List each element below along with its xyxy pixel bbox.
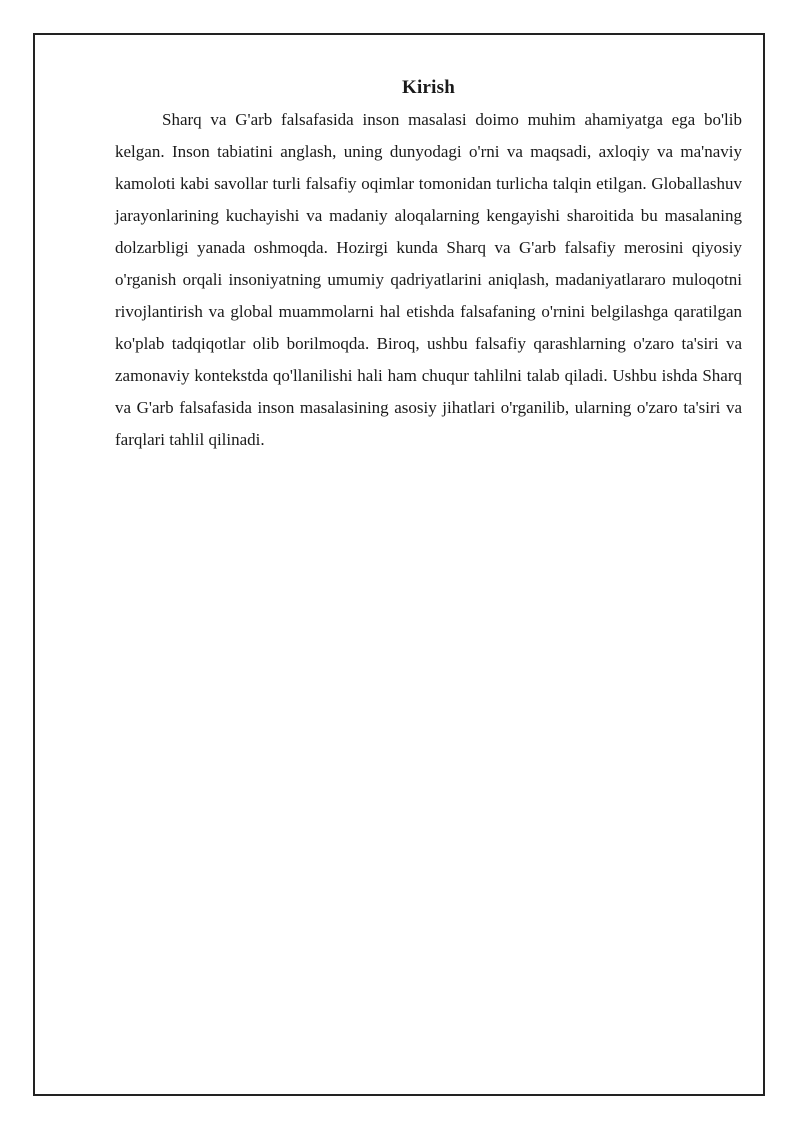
document-body xyxy=(115,74,742,456)
section-title: Kirish xyxy=(402,77,455,98)
intro-paragraph: Sharq va G'arb falsafasida inson masalasi doimo muhim ahamiyatga ega bo'lib kelgan. Inson tabiatini anglash, uning dunyodagi o'rni va maqsadi, axloqiy va ma'naviy kamoloti kabi savollar turli falsafiy oqimlar tomonidan turlicha talqin etilgan. Globallashuv jarayonlarining kuchayishi va madaniy aloqalarning kengayishi sharoitida bu masalaning dolzarbligi yanada oshmoqda. Hozirgi kunda Sharq va G'arb falsafiy merosini qiyosiy o'rganish orqali insoniyatning umumiy qadriyatlarini aniqlash, madaniyatlararo muloqotni rivojlantirish va global muammolarni hal etishda falsafaning o'rnini belgilashga qaratilgan ko'plab tadqiqotlar olib borilmoqda. Biroq, ushbu falsafiy qarashlarning o'zaro ta'siri va zamonaviy kontekstda qo'llanilishi hali ham chuqur tahlilni talab qiladi. Ushbu ishda Sharq va G'arb falsafasida inson masalasining asosiy jihatlari o'rganilib, ularning o'zaro ta'siri va farqlari tahlil qilinadi. xyxy=(115,110,742,449)
